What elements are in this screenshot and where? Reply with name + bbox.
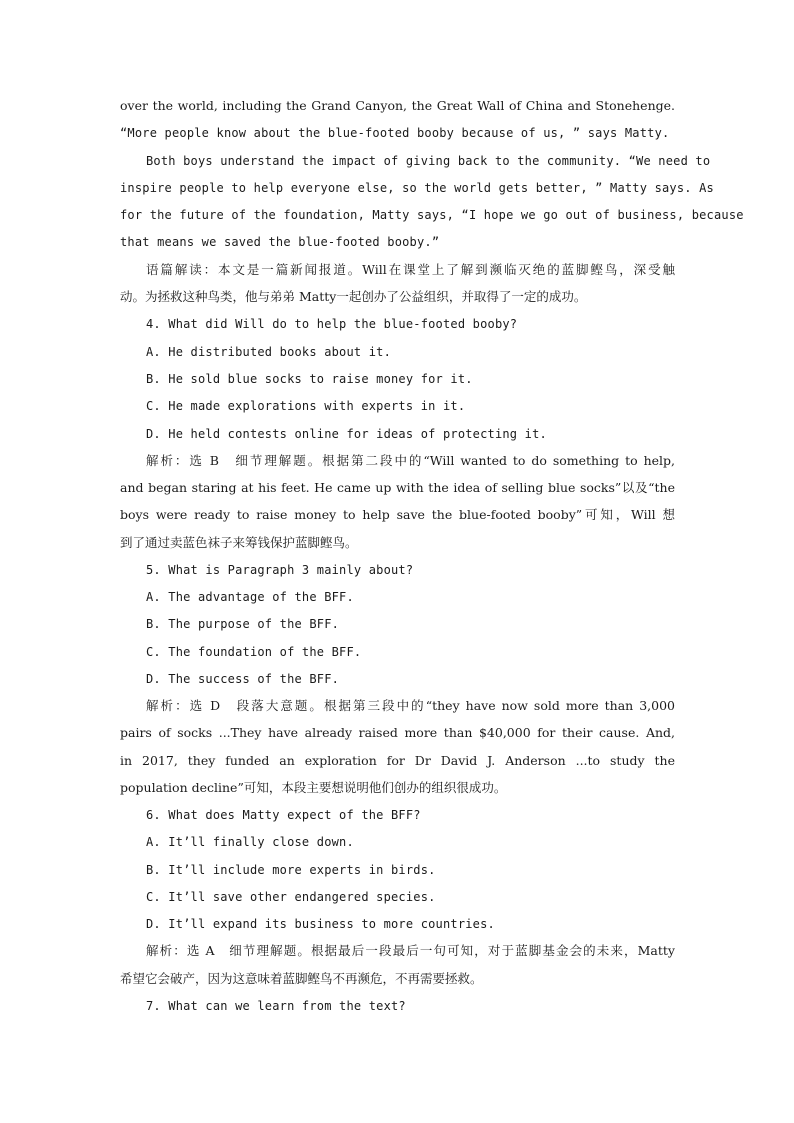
- q5-option-a: A. The advantage of the BFF.: [146, 590, 354, 604]
- q6-analysis-line: 希望它会破产，因为这意味着蓝脚鲣鸟不再濒危，不再需要拯救。: [120, 971, 483, 986]
- q5-analysis-line: in 2017, they funded an exploration for Dr David J. Anderson ...to study the: [120, 753, 675, 768]
- passage-line: inspire people to help everyone else, so the world gets better, ” Matty says. As: [120, 181, 714, 195]
- q4-option-b: B. He sold blue socks to raise money for it.: [146, 372, 473, 386]
- q6-analysis-line: 解析：选 A 细节理解题。根据最后一段最后一句可知，对于蓝脚基金会的未来，Matty: [146, 943, 675, 958]
- passage-line: Both boys understand the impact of giving back to the community. “We need to: [146, 154, 711, 168]
- q5-option-b: B. The purpose of the BFF.: [146, 617, 340, 631]
- question-5: 5. What is Paragraph 3 mainly about?: [146, 563, 414, 577]
- question-7: 7. What can we learn from the text?: [146, 999, 406, 1013]
- q5-analysis-line: 解析：选 D 段落大意题。根据第三段中的“they have now sold more than 3,000: [146, 698, 675, 713]
- q5-option-d: D. The success of the BFF.: [146, 672, 340, 686]
- q4-analysis-line: and began staring at his feet. He came up with the idea of selling blue socks”以及“the: [120, 480, 675, 495]
- question-6: 6. What does Matty expect of the BFF?: [146, 808, 421, 822]
- summary-line: 语篇解读：本文是一篇新闻报道。Will在课堂上了解到濒临灭绝的蓝脚鲣鸟，深受触: [146, 262, 675, 277]
- q6-option-b: B. It’ll include more experts in birds.: [146, 863, 436, 877]
- q5-option-c: C. The foundation of the BFF.: [146, 645, 362, 659]
- passage-line: “More people know about the blue-footed booby because of us, ” says Matty.: [120, 126, 670, 140]
- q5-analysis-line: population decline”可知，本段主要想说明他们创办的组织很成功。: [120, 780, 507, 795]
- passage-line: for the future of the foundation, Matty says, “I hope we go out of business, because: [120, 208, 744, 222]
- q4-option-d: D. He held contests online for ideas of protecting it.: [146, 427, 547, 441]
- passage-line: that means we saved the blue-footed booby.”: [120, 235, 440, 249]
- q4-option-a: A. He distributed books about it.: [146, 345, 392, 359]
- q5-analysis-line: pairs of socks ...They have already raised more than $40,000 for their cause. And,: [120, 725, 675, 740]
- q6-option-a: A. It’ll finally close down.: [146, 835, 354, 849]
- question-4: 4. What did Will do to help the blue-footed booby?: [146, 317, 518, 331]
- passage-line: over the world, including the Grand Canyon, the Great Wall of China and Stonehenge.: [120, 98, 675, 113]
- q4-analysis-line: boys were ready to raise money to help save the blue-footed booby”可知，Will 想: [120, 507, 675, 522]
- q4-analysis-line: 解析：选 B 细节理解题。根据第二段中的“Will wanted to do something to help,: [146, 453, 675, 468]
- summary-line: 动。为拯救这种鸟类，他与弟弟 Matty一起创办了公益组织，并取得了一定的成功。: [120, 289, 587, 304]
- q4-option-c: C. He made explorations with experts in it.: [146, 399, 466, 413]
- q6-option-d: D. It’ll expand its business to more countries.: [146, 917, 495, 931]
- q4-analysis-line: 到了通过卖蓝色袜子来筹钱保护蓝脚鲣鸟。: [120, 535, 358, 550]
- q6-option-c: C. It’ll save other endangered species.: [146, 890, 436, 904]
